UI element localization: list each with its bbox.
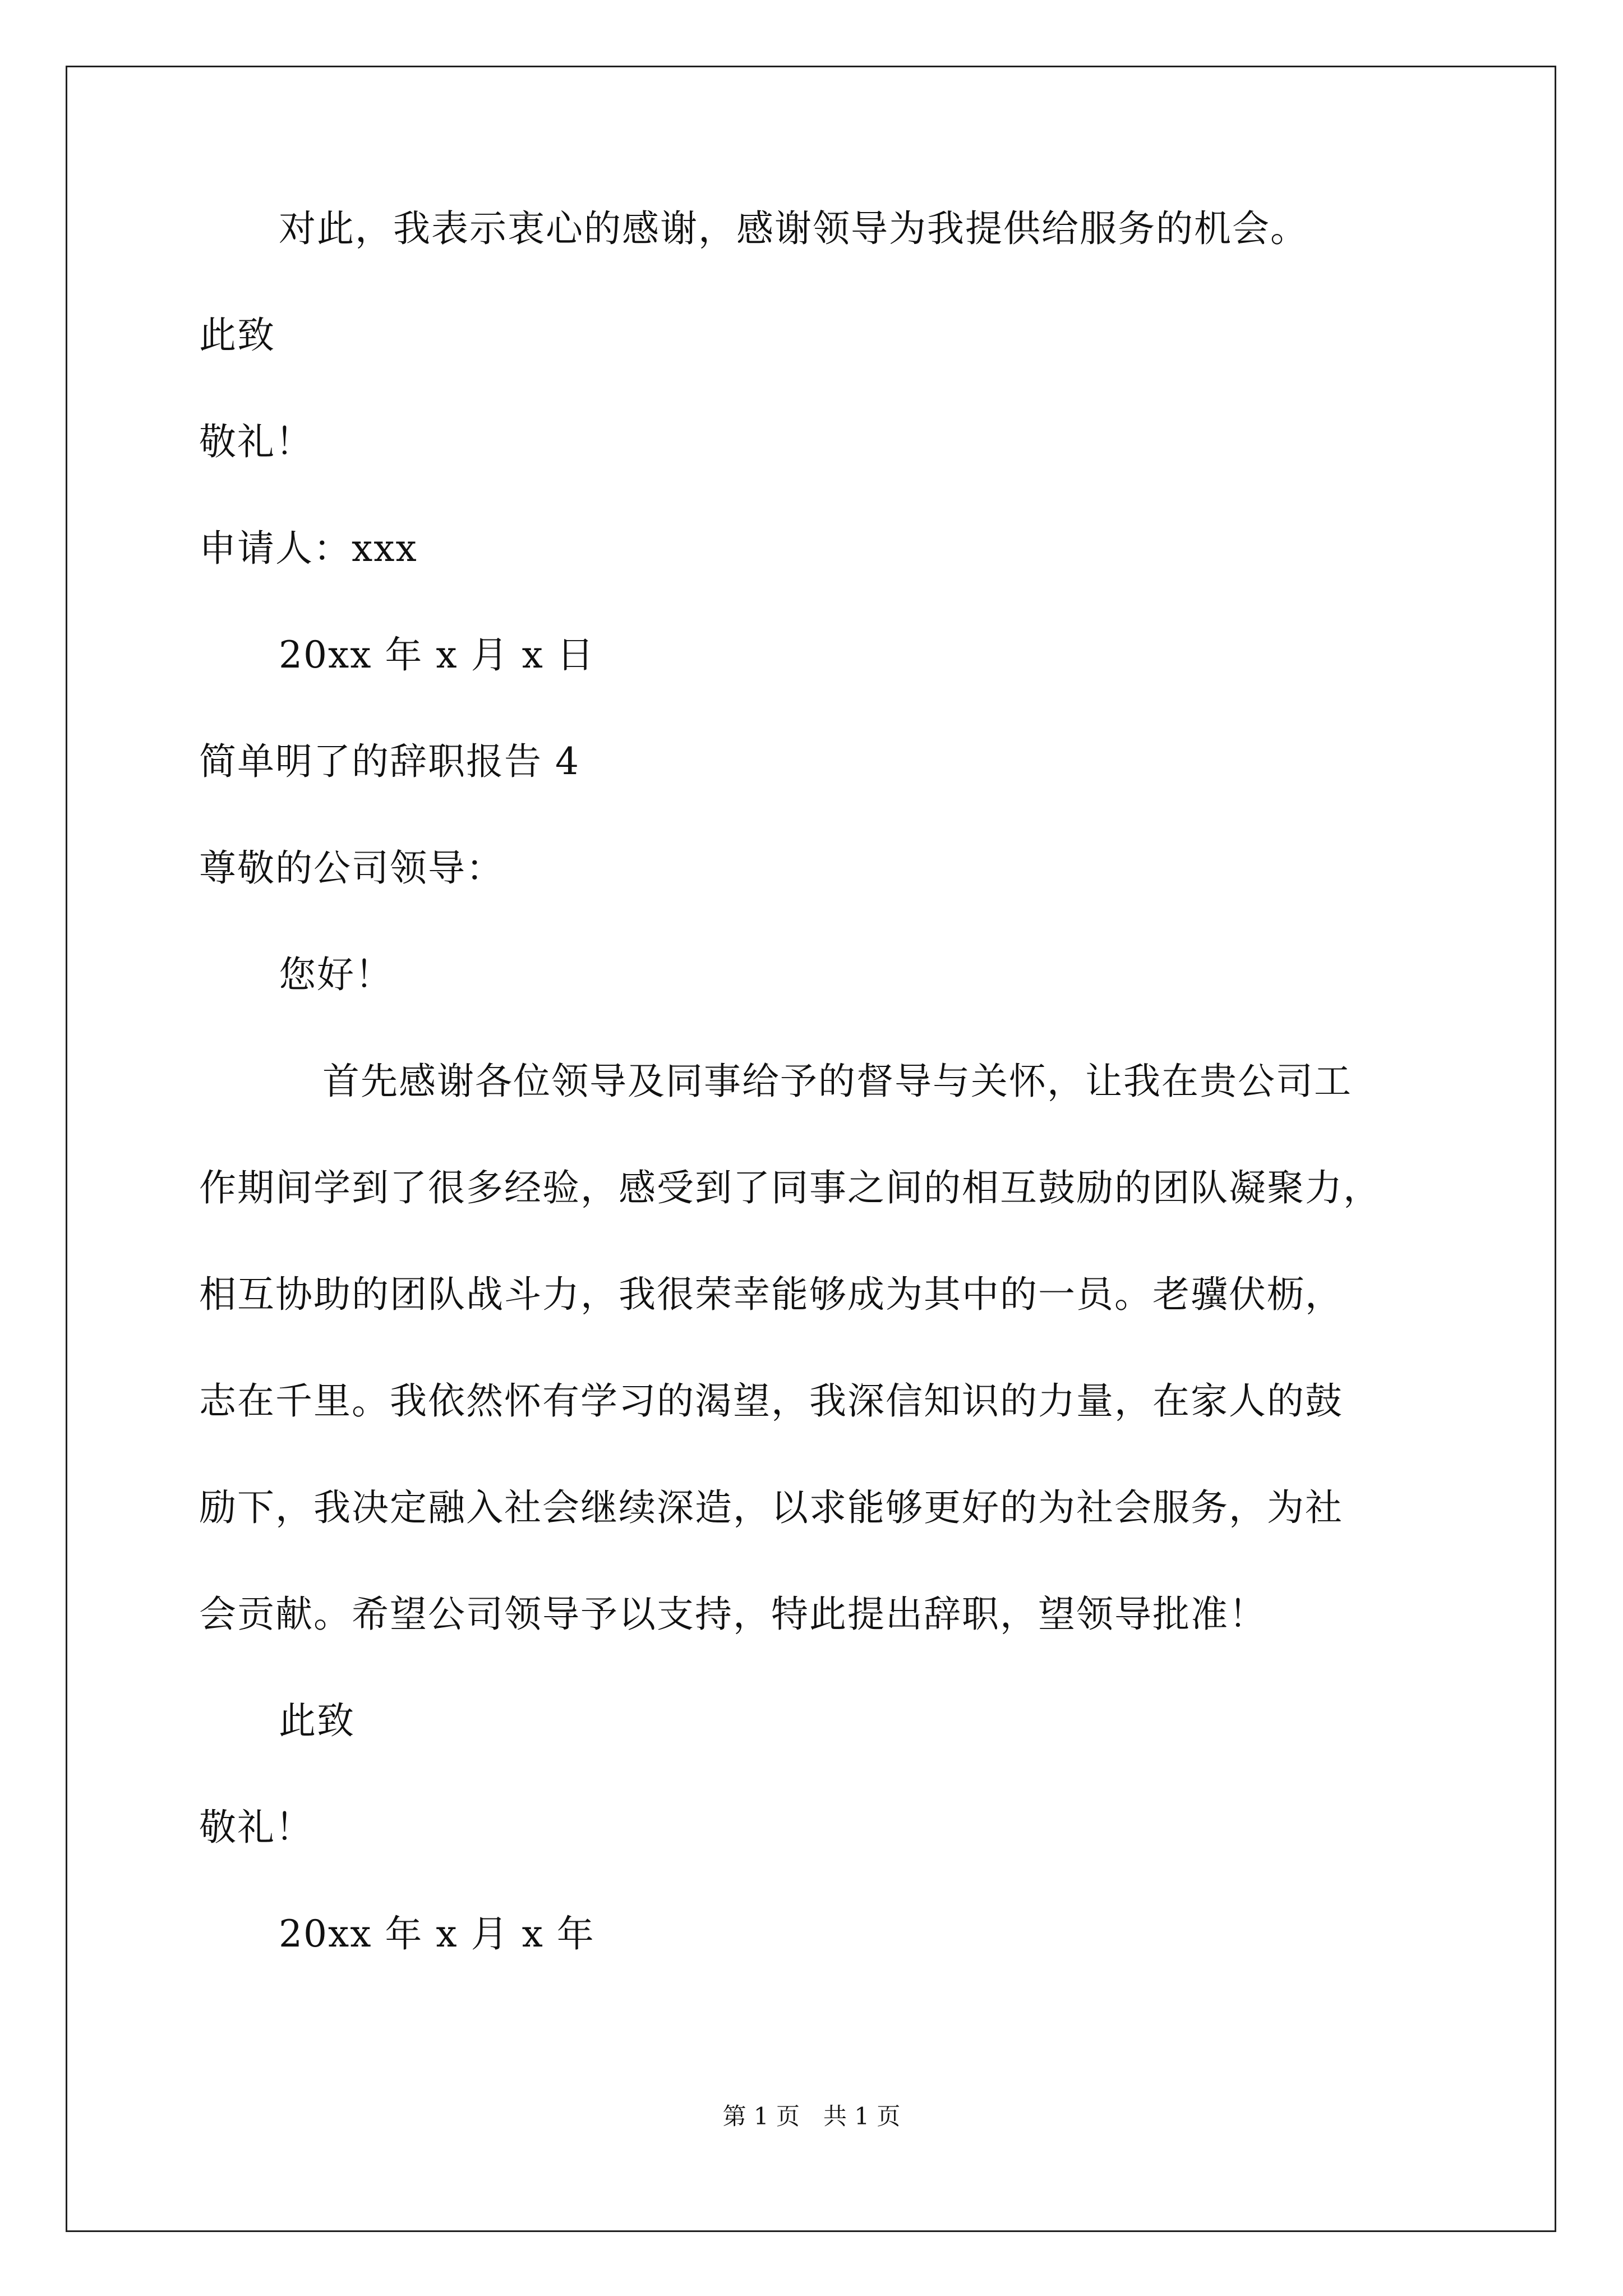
paragraph-line: 志在千里。我依然怀有学习的渴望，我深信知识的力量，在家人的鼓 [199,1379,1343,1423]
greeting: 您好！ [279,953,393,996]
applicant-line: 申请人：xxx [199,527,418,570]
paragraph-line: 会贡献。希望公司领导予以支持，特此提出辞职，望领导批准！ [199,1593,1267,1636]
date-line: 20xx 年 x 月 x 年 [279,1912,595,1955]
paragraph-line: 励下，我决定融入社会继续深造，以求能够更好的为社会服务，为社 [199,1486,1343,1529]
section-heading: 简单明了的辞职报告 4 [199,740,580,783]
closing-zhici: 此致 [279,1699,355,1742]
paragraph-line: 作期间学到了很多经验，感受到了同事之间的相互鼓励的团队凝聚力， [199,1166,1381,1209]
date-line: 20xx 年 x 月 x 日 [279,633,595,677]
closing-jingli: 敬礼！ [199,1806,313,1849]
thanks-line: 对此，我表示衷心的感谢，感谢领导为我提供给服务的机会。 [279,207,1308,250]
page-border [66,66,1556,2232]
paragraph-line: 首先感谢各位领导及同事给予的督导与关怀，让我在贵公司工 [322,1060,1352,1103]
paragraph-line: 相互协助的团队战斗力，我很荣幸能够成为其中的一员。老骥伏枥， [199,1273,1343,1316]
closing-jingli: 敬礼！ [199,420,313,463]
closing-zhici: 此致 [199,314,275,357]
page-footer: 第 1 页 共 1 页 [722,2102,901,2130]
salutation: 尊敬的公司领导： [199,846,504,890]
